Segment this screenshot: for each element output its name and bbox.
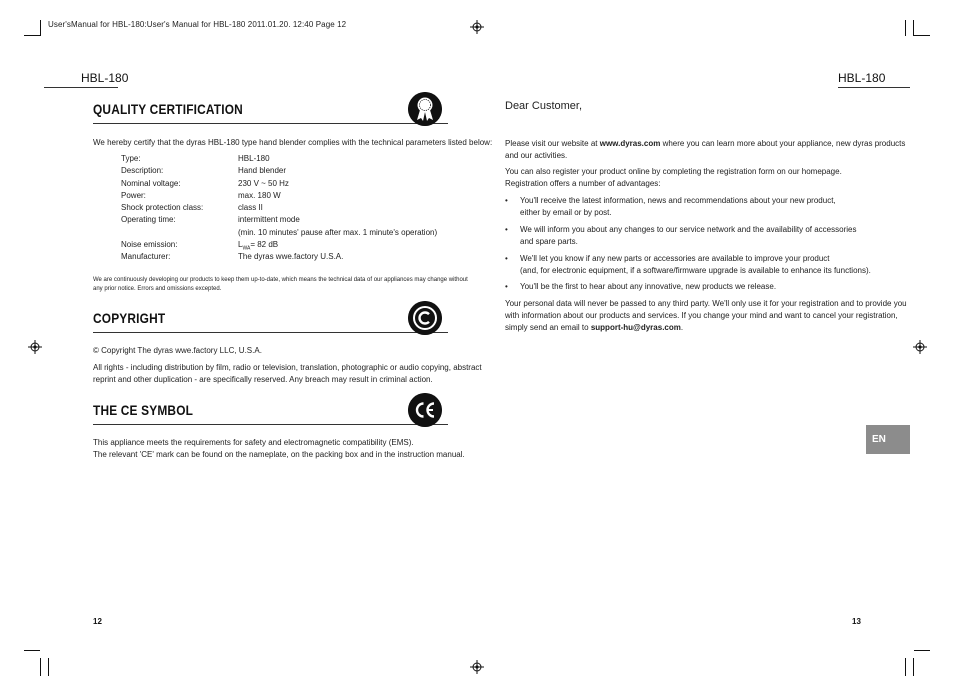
bullet-mark: • xyxy=(505,225,508,234)
left-model-rule xyxy=(44,87,118,88)
quality-intro: We hereby certify that the dyras HBL-180 type hand blender complies with the technical parameters listed below: xyxy=(93,138,493,147)
award-rosette-icon xyxy=(408,92,442,126)
crop-mark xyxy=(914,650,930,651)
left-model-label: HBL-180 xyxy=(81,71,129,85)
crop-mark xyxy=(40,658,41,676)
copyright-heading xyxy=(93,310,448,333)
spec-value: 230 V ~ 50 Hz xyxy=(238,178,289,188)
print-slug: User'sManual for HBL-180:User's Manual for HBL-180 2011.01.20. 12:40 Page 12 xyxy=(48,20,347,29)
spec-value: Hand blender xyxy=(238,166,287,176)
bullet-mark: • xyxy=(505,282,508,291)
registration-mark-icon xyxy=(913,340,927,354)
ce-line2: The relevant 'CE' mark can be found on the nameplate, on the packing box and in the instruction manual. xyxy=(93,450,465,459)
ce-mark-icon xyxy=(408,393,442,427)
visit-post: where you can learn more about your appliance, new dyras products xyxy=(660,139,906,148)
left-page-number: 12 xyxy=(93,617,102,626)
crop-mark xyxy=(914,35,930,36)
copyright-icon xyxy=(408,301,442,335)
ce-line1: This appliance meets the requirements for safety and electromagnetic compatibility (EMS). xyxy=(93,438,414,447)
spec-value: HBL-180 xyxy=(238,154,270,163)
spec-key: Shock protection class: xyxy=(121,203,204,213)
crop-mark xyxy=(24,35,40,36)
spec-key: Operating time: xyxy=(121,215,176,225)
privacy-pre: simply send an email to xyxy=(505,323,591,332)
spec-key: Type: xyxy=(121,154,141,163)
ce-symbol-heading xyxy=(93,402,448,425)
spec-key: Description: xyxy=(121,166,164,176)
crop-mark xyxy=(913,20,914,36)
crop-mark xyxy=(24,650,40,651)
privacy-line2: with information about our products and services. If you change your mind and want to cancel your registration, xyxy=(505,311,898,320)
spec-key: Noise emission: xyxy=(121,240,178,250)
privacy-line1: Your personal data will never be passed to any third party. We'll only use it for your registration and to provide you xyxy=(505,299,907,308)
spec-value: The dyras wwe.factory U.S.A. xyxy=(238,252,344,262)
bullet-mark: • xyxy=(505,196,508,205)
right-page-number: 13 xyxy=(852,617,861,626)
right-model-label: HBL-180 xyxy=(838,71,886,85)
quality-note-line2: any prior notice. Errors and omissions excepted. xyxy=(93,286,222,292)
right-model-rule xyxy=(838,87,910,88)
bullet-text: You'll receive the latest information, news and recommendations about your new product, xyxy=(520,196,836,205)
privacy-post: . xyxy=(680,323,684,332)
bullet-text: and spare parts. xyxy=(520,237,578,246)
registration-mark-icon xyxy=(28,340,42,354)
spec-value: max. 180 W xyxy=(238,190,281,200)
crop-mark xyxy=(905,20,906,36)
bullet-text: We will inform you about any changes to our service network and the availability of accessories xyxy=(520,225,857,234)
spec-value: intermittent mode xyxy=(238,215,300,225)
noise-symbol: L xyxy=(238,240,243,250)
noise-subscript: WA xyxy=(242,245,251,252)
website-link[interactable]: www.dyras.com xyxy=(599,139,661,148)
visit-line2: and our activities. xyxy=(505,151,568,160)
noise-value: = 82 dB xyxy=(250,240,279,250)
register-line1: You can also register your product online by completing the registration form on our homepage. xyxy=(505,167,842,176)
registration-mark-icon xyxy=(470,20,484,34)
spec-value: (min. 10 minutes' pause after max. 1 minute's operation) xyxy=(238,227,438,237)
bullet-text: (and, for electronic equipment, if a software/firmware upgrade is available to enhance its functions). xyxy=(520,266,871,275)
bullet-text: You'll be the first to hear about any innovative, new products we release. xyxy=(520,282,777,291)
copyright-title: COPYRIGHT xyxy=(93,310,166,326)
greeting: Dear Customer, xyxy=(505,100,583,112)
bullet-text: We'll let you know if any new parts or accessories are available to improve your product xyxy=(520,254,830,263)
support-email-link[interactable]: support-hu@dyras.com xyxy=(590,323,681,332)
crop-mark xyxy=(40,20,41,36)
spec-value: class II xyxy=(238,203,263,213)
copyright-line2: All rights - including distribution by film, radio or television, translation, photographic or audio copying, abstract xyxy=(93,363,482,372)
crop-mark xyxy=(913,658,914,676)
quality-certification-title: QUALITY CERTIFICATION xyxy=(93,101,243,117)
bullet-text: either by email or by post. xyxy=(520,208,612,217)
ce-symbol-title: THE CE SYMBOL xyxy=(93,402,194,418)
language-tab: EN xyxy=(866,425,910,454)
visit-pre: Please visit our website at xyxy=(505,139,600,148)
crop-mark xyxy=(48,658,49,676)
register-line2: Registration offers a number of advantages: xyxy=(505,179,661,188)
spec-key: Power: xyxy=(121,190,146,200)
privacy-line3 xyxy=(505,322,683,334)
registration-mark-icon xyxy=(470,660,484,674)
copyright-line1: © Copyright The dyras wwe.factory LLC, U.S.A. xyxy=(93,346,262,355)
copyright-line3: reprint and other duplication - are specifically reserved. Any breach may result in criminal action. xyxy=(93,375,433,384)
bullet-mark: • xyxy=(505,254,508,263)
visit-line1 xyxy=(505,138,905,150)
quality-certification-heading xyxy=(93,101,448,124)
quality-note-line1: We are continuously developing our products to keep them up-to-date, which means the technical data of our appliances may change without xyxy=(93,277,468,283)
spec-key: Nominal voltage: xyxy=(121,178,181,188)
spec-key: Manufacturer: xyxy=(121,252,171,262)
crop-mark xyxy=(905,658,906,676)
